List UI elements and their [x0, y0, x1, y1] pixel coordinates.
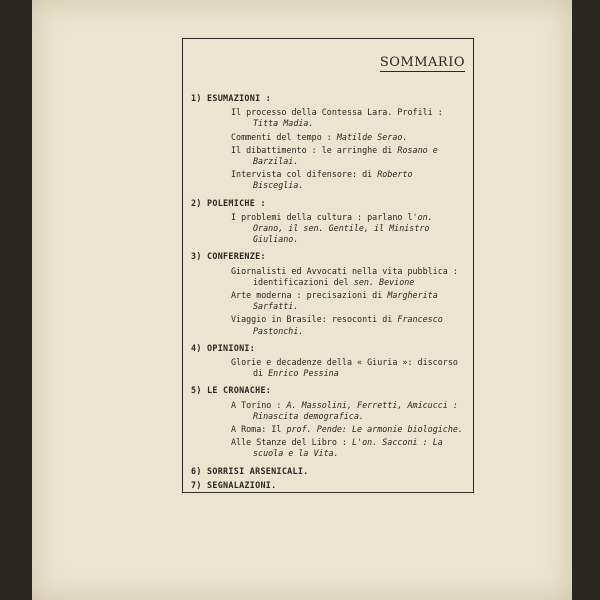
toc-entry: I problemi della cultura : parlano l'on. Orano, il sen. Gentile, il Ministro Giuliano.: [231, 211, 433, 245]
section-heading: 1) ESUMAZIONI :: [191, 93, 272, 103]
toc-entry: A Roma: Il prof. Pende: Le armonie biologiche.: [231, 424, 463, 435]
section-segnalazioni: [191, 480, 467, 491]
section-heading: 5) LE CRONACHE:: [191, 385, 272, 396]
section-conferenze: [191, 251, 467, 336]
page-title: SOMMARIO: [379, 55, 465, 70]
section-heading: 7) SEGNALAZIONI.: [191, 479, 277, 490]
toc-entry: Glorie e decadenze della « Giuria »: discorso di Enrico Pessina: [231, 357, 458, 379]
section-heading: 4) OPINIONI:: [191, 342, 256, 353]
toc-entry: Il processo della Contessa Lara. Profili : Titta Madia.: [231, 107, 443, 129]
toc-entry: Arte moderna : precisazioni di Margherita Sarfatti.: [231, 290, 438, 312]
section-heading: 3) CONFERENZE:: [191, 251, 266, 262]
toc-entry: Il dibattimento : le arringhe di Rosano e Barzilai.: [231, 144, 438, 167]
section-polemiche: [191, 198, 467, 246]
section-opinioni: [191, 343, 467, 380]
section-esumazioni: [191, 93, 467, 192]
toc-entry: Giornalisti ed Avvocati nella vita pubblica : identificazioni del sen. Bevione: [231, 265, 458, 287]
section-cronache: [191, 385, 467, 459]
summary-frame: [182, 38, 474, 493]
toc-entry: A Torino : A. Massolini, Ferretti, Amicucci : Rinascita demografica.: [231, 399, 458, 421]
section-sorrisi: [191, 466, 467, 477]
book-page: [32, 0, 572, 600]
toc-entry: Intervista col difensore: di Roberto Bisceglia.: [231, 169, 413, 191]
table-of-contents: [191, 93, 467, 497]
section-heading: 6) SORRISI ARSENICALI.: [191, 465, 309, 476]
section-heading: 2) POLEMICHE :: [191, 197, 266, 208]
toc-entry: Alle Stanze del Libro : L'on. Sacconi : La scuola e la Vita.: [231, 437, 443, 459]
toc-entry: Viaggio in Brasile: resoconti di Francesco Pastonchi.: [231, 314, 443, 336]
toc-entry: Commenti del tempo : Matilde Serao.: [231, 131, 408, 142]
